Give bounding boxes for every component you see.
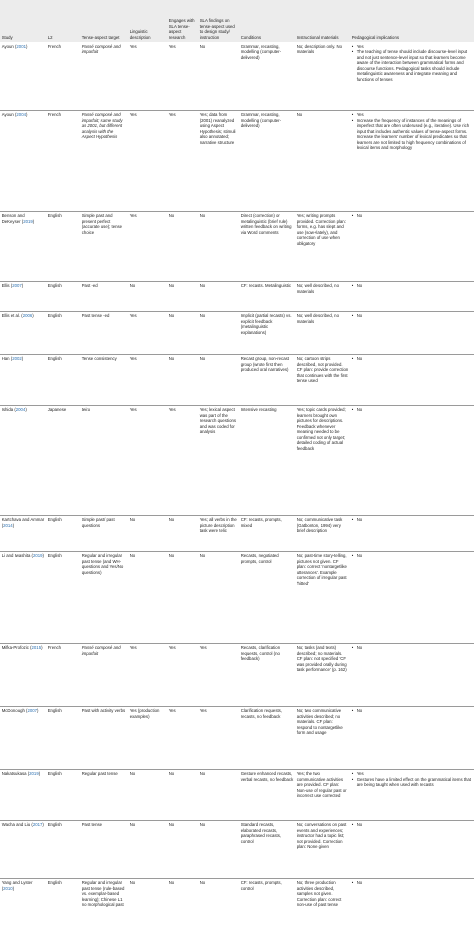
sla-findings-cell: No	[199, 213, 206, 219]
study-name: Li and Iwashita	[1, 553, 31, 559]
citation-year-link[interactable]: 2002	[12, 356, 22, 362]
table-row	[0, 551, 474, 643]
implications-cell	[350, 405, 474, 515]
materials-cell: No; cartoon strips described, not provided. CF plan: provide correction that continues with the first tense used	[296, 356, 349, 384]
citation-paren: (	[9, 356, 13, 362]
citation-year-link[interactable]: 2004	[16, 112, 26, 118]
header-engages-sla: Engages with SLA tense-aspect research	[167, 0, 198, 42]
implications-list	[352, 708, 473, 714]
implications-cell	[350, 878, 474, 940]
target-cell: Past tense	[81, 822, 102, 828]
linguistic-description-cell: No	[129, 553, 136, 559]
citation-paren: (	[13, 112, 17, 118]
implications-cell	[350, 769, 474, 820]
conditions-cell: Recasts, negotiated prompts, control	[240, 553, 279, 564]
study-name: Nakatsukasa	[1, 771, 27, 777]
l2-cell: English	[47, 283, 62, 289]
implications-cell	[350, 706, 474, 769]
l2-cell: English	[47, 822, 62, 828]
engages-research-cell: No	[168, 313, 175, 319]
citation-paren: (	[26, 771, 30, 777]
conditions-cell: Recast group, non-recast group (wrote first then produced oral narratives)	[240, 356, 289, 373]
implication-item: • No	[352, 645, 473, 651]
implication-item: • Yes	[352, 771, 473, 777]
implications-list	[352, 880, 473, 886]
target-cell: Passé composé and imparfait; same study as 2001, but different analysis with the Aspect Hypothesis	[81, 112, 123, 140]
implications-list	[352, 553, 473, 559]
study-cell	[0, 354, 46, 405]
materials-cell: No; description only. No materials	[296, 43, 342, 55]
header-linguistic-description: Linguistic description	[128, 0, 167, 42]
table-row	[0, 354, 474, 405]
header-sla-findings: SLA findings on tense-aspect used to design study/ instruction	[198, 0, 239, 42]
conditions-cell: Intensive recasting	[240, 407, 277, 413]
linguistic-description-cell: Yes (production examples)	[129, 708, 160, 719]
l2-cell: Japanese	[47, 407, 67, 413]
study-name: Ishida	[1, 407, 14, 413]
sla-findings-cell: No	[199, 313, 206, 319]
study-cell	[0, 515, 46, 551]
citation-year-link[interactable]: 2006	[22, 313, 33, 319]
citation-paren: (	[30, 553, 33, 559]
study-name: Kartchava and Ammar	[1, 517, 45, 523]
citation-year-link[interactable]: 2014	[3, 522, 13, 528]
study-cell	[0, 643, 46, 706]
implication-item: • No	[352, 283, 473, 289]
sla-findings-cell: Yes; lexical aspect was part of the research questions and was coded for analysis	[199, 407, 236, 435]
citation-paren: )	[42, 822, 44, 828]
materials-cell: No; past-time story-telling, pictures not given. CF plan: correct 'nontargetlike utterances'. Example correction of irregular past 'hitted'	[296, 553, 347, 586]
l2-cell: French	[47, 645, 62, 651]
conditions-cell: Implicit (partial recasts) vs. explicit feedback (metalinguistic explanations)	[240, 313, 292, 335]
sla-findings-cell: No	[199, 43, 206, 49]
study-cell	[0, 211, 46, 281]
engages-research-cell: No	[168, 553, 175, 559]
conditions-cell: Standard recasts, elaborated recasts, paraphrased recasts, control	[240, 822, 282, 844]
citation-paren: )	[25, 407, 27, 413]
conditions-cell: CF: recasts, prompts, control	[240, 880, 282, 891]
study-name: Han	[1, 356, 10, 362]
header-instructional-materials: Instructional materials	[295, 0, 350, 42]
implications-cell	[350, 643, 474, 706]
implications-list	[352, 517, 473, 523]
materials-cell: No; well described, no materials	[296, 283, 339, 294]
citation-paren: )	[25, 43, 28, 49]
citation-paren: (	[9, 283, 13, 289]
implications-cell	[350, 820, 474, 878]
implications-list	[352, 645, 473, 651]
citation-paren: )	[38, 771, 41, 777]
citation-paren: )	[32, 218, 35, 224]
citation-paren: (	[28, 645, 32, 651]
conditions-cell: Clarification requests, recasts, no feedback	[240, 708, 283, 719]
table-row	[0, 211, 474, 281]
target-cell: Regular and irregular past tense (and WH-questions and Yes/No questions)	[81, 553, 124, 575]
linguistic-description-cell: No	[129, 283, 136, 289]
sla-findings-cell: No	[199, 771, 206, 777]
materials-cell: No; communicative task (Gatbonton, 1994) very brief description	[296, 517, 343, 534]
table-row	[0, 405, 474, 515]
implication-item: • No	[352, 313, 473, 319]
header-study: Study	[0, 0, 46, 42]
implication-item: • No	[352, 553, 473, 559]
linguistic-description-cell: Yes	[129, 213, 137, 219]
materials-cell: No	[296, 112, 303, 118]
conditions-cell: Grammar, recasting, modelling (computer-delivered)	[240, 43, 282, 60]
study-cell	[0, 769, 46, 820]
study-name: Yang and Lyster	[1, 880, 33, 886]
study-name: Ellis	[1, 283, 10, 289]
citation-paren: (	[30, 822, 33, 828]
study-name: Mifka-Profozic	[1, 645, 29, 651]
l2-cell: English	[47, 771, 62, 777]
engages-research-cell: No	[168, 822, 175, 828]
l2-cell: English	[47, 880, 62, 886]
citation-paren: )	[21, 356, 24, 362]
materials-cell: No; tasks (and texts) described; no materials. CF plan: not specified 'CF was provided orally during task performance' (p. 162)	[296, 645, 347, 673]
implication-item: • No	[352, 407, 473, 413]
materials-cell: Yes; writing prompts provided. Correction plan: forms, e.g. has slept and use (sow+lately), and correction of use when obligatory	[296, 213, 346, 246]
table-row	[0, 311, 474, 354]
l2-cell: French	[47, 43, 62, 49]
study-name: Ayoun	[1, 43, 14, 49]
conditions-cell: Recasts, clarification requests, control (no feedback)	[240, 645, 281, 662]
sla-findings-cell: Yes	[199, 645, 207, 651]
implications-list	[352, 283, 473, 289]
l2-cell: English	[47, 213, 62, 219]
sla-findings-cell: Yes; all verbs in the picture description task were telic	[199, 517, 237, 534]
target-cell: Tense consistency	[81, 356, 117, 362]
linguistic-description-cell: Yes	[129, 407, 137, 413]
study-cell	[0, 706, 46, 769]
study-name: Benson and DeKeyser	[1, 213, 25, 224]
implications-list	[352, 822, 473, 828]
target-cell: Past -ed	[81, 283, 98, 289]
study-cell	[0, 311, 46, 354]
linguistic-description-cell: No	[129, 880, 136, 886]
engages-research-cell: No	[168, 283, 175, 289]
target-cell: Passé composé and imparfait	[81, 645, 121, 656]
implications-list	[352, 213, 473, 219]
table-row	[0, 515, 474, 551]
materials-cell: No; well described, no materials	[296, 313, 339, 324]
sla-findings-cell: No	[199, 356, 206, 362]
citation-paren: )	[21, 283, 24, 289]
citation-year-link[interactable]: 2019	[29, 771, 39, 777]
table-row	[0, 643, 474, 706]
implication-item: • No	[352, 880, 473, 886]
engages-research-cell: No	[168, 356, 175, 362]
header-l2: L2	[46, 0, 80, 42]
l2-cell: French	[47, 112, 62, 118]
materials-cell: Yes; topic cards provided; learners brought own pictures for descriptions. Feedback whenever meaning needed to be confirmed not only target; detailed coding of actual feedback	[296, 407, 346, 451]
citation-year-link[interactable]: 2017	[32, 822, 43, 828]
citation-paren: )	[37, 708, 39, 714]
study-cell	[0, 551, 46, 643]
citation-paren: (	[13, 407, 16, 413]
implications-list	[352, 313, 473, 319]
target-cell: Passé composé and imparfait	[81, 43, 121, 55]
table-row	[0, 820, 474, 878]
sla-findings-cell: No	[199, 880, 206, 886]
conditions-cell: CF: recasts, prompts, mixed	[240, 517, 282, 528]
l2-cell: English	[47, 708, 62, 714]
study-cell	[0, 820, 46, 878]
linguistic-description-cell: Yes	[129, 112, 137, 118]
header-pedagogical-implications: Pedagogical implications	[350, 0, 474, 42]
table-row	[0, 769, 474, 820]
engages-research-cell: No	[168, 771, 175, 777]
study-cell	[0, 110, 46, 211]
citation-paren: (	[13, 43, 17, 49]
implications-list	[352, 356, 473, 362]
implication-item: • Gestures have a limited effect on the grammatical items that are being taught when used with recasts	[352, 777, 473, 788]
implications-cell	[350, 311, 474, 354]
implications-list	[352, 407, 473, 413]
study-cell	[0, 878, 46, 940]
engages-research-cell: No	[168, 213, 175, 219]
citation-year-link[interactable]: 2015	[31, 645, 42, 651]
engages-research-cell: Yes	[168, 407, 176, 413]
linguistic-description-cell: Yes	[129, 43, 137, 49]
study-cell	[0, 281, 46, 311]
conditions-cell: Grammar, recasting, modelling (computer-delivered)	[240, 112, 282, 129]
citation-year-link[interactable]: 2007	[27, 708, 38, 714]
citation-paren: (	[24, 708, 28, 714]
study-name: McDonough	[1, 708, 25, 714]
table-body	[0, 42, 474, 940]
study-name: Wacha and Liu	[1, 822, 31, 828]
materials-cell: No; three production activities described, samples not given. Correction plan: correct non-use of past tense	[296, 880, 342, 908]
sla-findings-cell: Yes; data from (2001) reanalyzed using Aspect Hypothesis; stimuli also annotated; narrative structure	[199, 112, 236, 145]
implication-item: • Yes	[352, 112, 473, 118]
citation-year-link[interactable]: 2019	[32, 553, 43, 559]
table-row	[0, 110, 474, 211]
sla-findings-cell: No	[199, 553, 206, 559]
citation-paren: (	[20, 218, 24, 224]
implications-cell	[350, 42, 474, 110]
linguistic-description-cell: Yes	[129, 356, 137, 362]
linguistic-description-cell: No	[129, 822, 136, 828]
implications-list	[352, 771, 473, 788]
sla-findings-cell: No	[199, 283, 206, 289]
linguistic-description-cell: No	[129, 771, 136, 777]
implication-item: • Yes	[352, 44, 473, 50]
implication-item: • No	[352, 356, 473, 362]
table-row	[0, 706, 474, 769]
sla-findings-cell: No	[199, 822, 206, 828]
implications-list	[352, 112, 473, 151]
citation-paren: )	[12, 885, 15, 891]
materials-cell: No; conversations on past events and experiences; instructor had a topic list; not provided. Correction plan: None given	[296, 822, 347, 850]
citation-paren: (	[20, 313, 23, 319]
implications-cell	[350, 354, 474, 405]
table-row	[0, 281, 474, 311]
citation-paren: (	[1, 885, 4, 891]
l2-cell: English	[47, 517, 62, 523]
study-cell	[0, 42, 46, 110]
implications-cell	[350, 211, 474, 281]
engages-research-cell: Yes	[168, 43, 176, 49]
citation-year-link[interactable]: 2001	[16, 43, 26, 49]
implication-item: • No	[352, 213, 473, 219]
engages-research-cell: Yes	[168, 112, 176, 118]
header-tense-aspect-target: Tense-aspect target	[80, 0, 128, 42]
citation-paren: )	[12, 522, 15, 528]
citation-year-link[interactable]: 2007	[12, 283, 22, 289]
citation-paren: )	[42, 553, 44, 559]
citation-year-link[interactable]: 2019	[23, 218, 33, 224]
target-cell: Past with activity verbs	[81, 708, 126, 714]
implication-item: • No	[352, 517, 473, 523]
implications-cell	[350, 281, 474, 311]
materials-cell: Yes; the two communicative activities are provided. CF plan: Non-use of regular past or incorrect use corrected	[296, 771, 347, 799]
implications-cell	[350, 515, 474, 551]
linguistic-description-cell: Yes	[129, 313, 137, 319]
conditions-cell: Gesture enhanced recasts, verbal recasts, no feedback	[240, 771, 294, 782]
study-name: Ayoun	[1, 112, 14, 118]
target-cell: Past tense -ed	[81, 313, 110, 319]
citation-paren: (	[1, 522, 4, 528]
linguistic-description-cell: Yes	[129, 645, 137, 651]
target-cell: teiru	[81, 407, 91, 413]
table-row	[0, 42, 474, 110]
citation-paren: )	[41, 645, 43, 651]
citation-year-link[interactable]: 2010	[3, 885, 13, 891]
table-row	[0, 878, 474, 940]
target-cell: Regular and irregular past tense (rule-based vs. exemplar-based learning); Chinese L1 no morphological past	[81, 880, 125, 908]
target-cell: Simple past/ past questions	[81, 517, 115, 528]
linguistic-description-cell: No	[129, 517, 136, 523]
l2-cell: English	[47, 356, 62, 362]
header-conditions: Conditions	[239, 0, 295, 42]
implications-cell	[350, 110, 474, 211]
implication-item: • No	[352, 822, 473, 828]
implication-item: • No	[352, 708, 473, 714]
conditions-cell: CF: recasts. Metalinguistic	[240, 283, 292, 289]
engages-research-cell: Yes	[168, 708, 176, 714]
l2-cell: English	[47, 313, 62, 319]
table-header-row	[0, 0, 474, 42]
l2-cell: English	[47, 553, 62, 559]
citation-paren: )	[25, 112, 28, 118]
conditions-cell: Direct (correction) or metalinguistic (brief rule) written feedback on writing via Word comments	[240, 213, 292, 235]
materials-cell: No; two communicative activities described; no materials. CF plan: respond to nontargetlike form and usage	[296, 708, 343, 736]
engages-research-cell: Yes	[168, 645, 176, 651]
engages-research-cell: No	[168, 880, 175, 886]
study-name: Ellis et al.	[1, 313, 21, 319]
study-cell	[0, 405, 46, 515]
target-cell: Simple past and present perfect (accurate use); tense choice	[81, 213, 123, 235]
implication-item: • The teaching of tense should include discourse-level input and not just sentence-level input so that learners become aware of the interaction between grammatical forms and discourse functions. Pedagogical tasks should include metalinguistic awareness and integrate meaning and functions of tenses	[352, 49, 473, 82]
engages-research-cell: No	[168, 517, 175, 523]
implications-list	[352, 44, 473, 83]
citation-year-link[interactable]: 2004	[15, 407, 26, 413]
implication-item: • Increase the frequency of instances of the meanings of imperfect that are often underused (e.g., iterative). Use rich input that includes authentic values of tense-aspect forms. Increase the learners' number of lexical predicates so that learners are not limited to high frequency combinations of lexical items and morphology	[352, 118, 473, 151]
implications-cell	[350, 551, 474, 643]
target-cell: Regular past tense	[81, 771, 118, 777]
sla-findings-cell: Yes	[199, 708, 207, 714]
citation-paren: )	[32, 313, 34, 319]
